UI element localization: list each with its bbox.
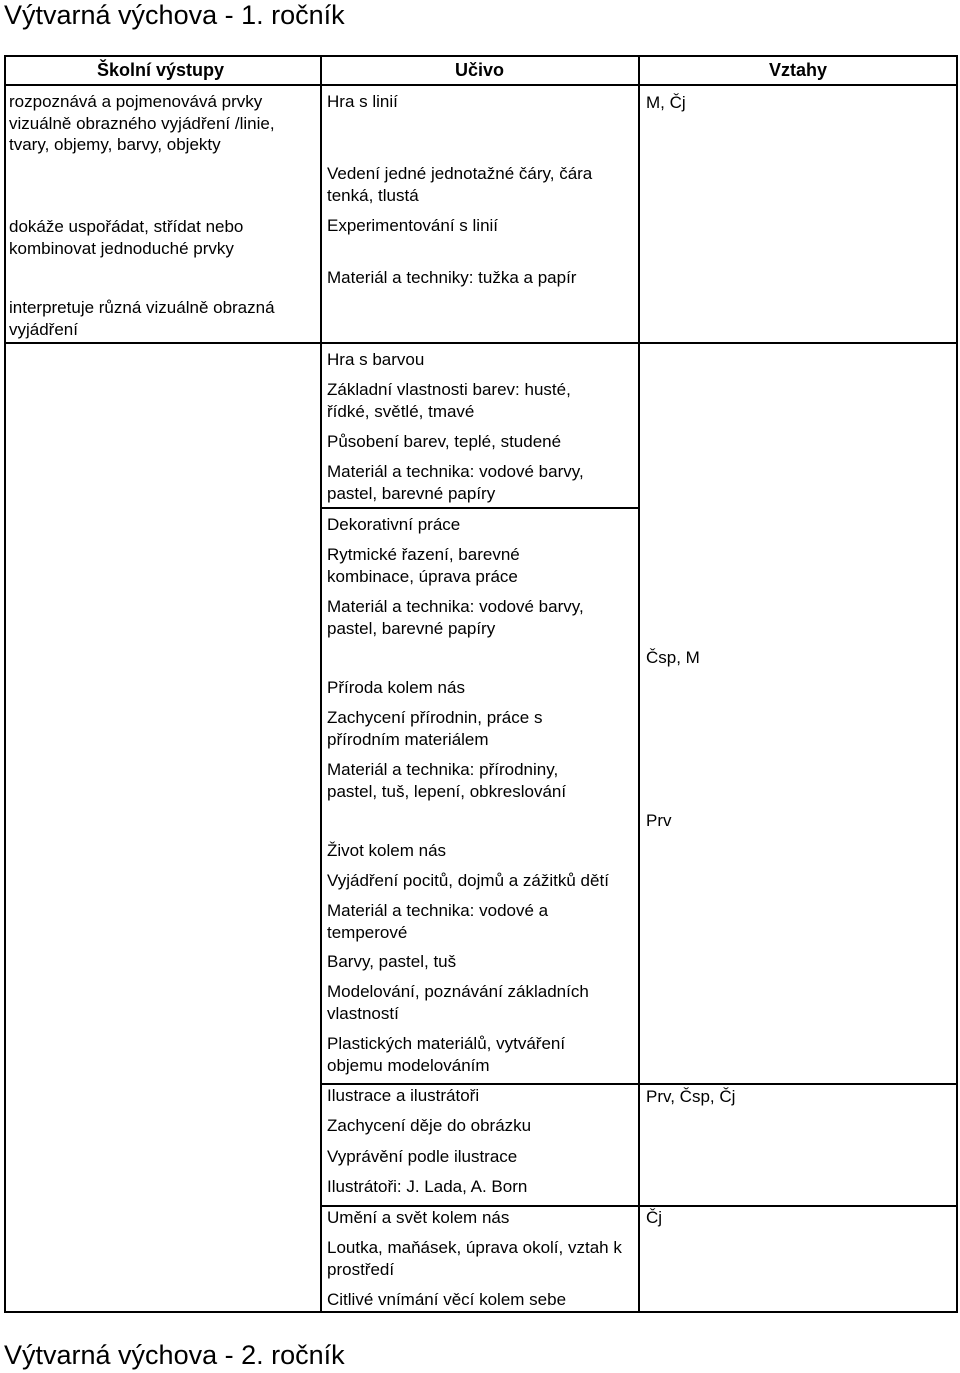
relation-text: Čj: [646, 1208, 663, 1227]
curriculum-item: Rytmické řazení, barevné kombinace, úprava práce: [327, 545, 520, 586]
curriculum-item: Život kolem nás: [327, 841, 447, 860]
curriculum-item: Loutka, maňásek, úprava okolí, vztah k prostředí: [327, 1238, 622, 1279]
table-divider: [638, 55, 640, 1313]
curriculum-item: Hra s barvou: [327, 350, 425, 369]
curriculum-item: Základní vlastnosti barev: husté, řídké, světlé, tmavé: [327, 380, 571, 421]
curriculum-item: Experimentování s linií: [327, 216, 499, 235]
column-header-outputs: Školní výstupy: [97, 60, 225, 80]
curriculum-item: Plastických materiálů, vytváření objemu modelováním: [327, 1034, 566, 1075]
curriculum-item: Příroda kolem nás: [327, 678, 465, 697]
curriculum-item: Zachycení přírodnin, práce s přírodním materiálem: [327, 708, 543, 749]
output-text: rozpoznává a pojmenovává prvky vizuálně obrazného vyjádření /linie, tvary, objemy, barvy, objekty: [9, 92, 275, 154]
column-header-relations: Vztahy: [769, 60, 828, 80]
curriculum-item: Umění a svět kolem nás: [327, 1208, 510, 1227]
curriculum-item: Barvy, pastel, tuš: [327, 952, 457, 971]
curriculum-item: Materiál a technika: vodové barvy, pastel, barevné papíry: [327, 462, 584, 503]
curriculum-item: Dekorativní práce: [327, 515, 461, 534]
section-title: Výtvarná výchova - 2. ročník: [4, 1340, 345, 1370]
curriculum-item: Materiál a techniky: tužka a papír: [327, 268, 577, 287]
page-title: Výtvarná výchova - 1. ročník: [4, 0, 345, 30]
curriculum-item: Materiál a technika: přírodniny, pastel, tuš, lepení, obkreslování: [327, 760, 567, 801]
curriculum-item: Vyprávění podle ilustrace: [327, 1147, 518, 1166]
curriculum-item: Zachycení děje do obrázku: [327, 1116, 532, 1135]
output-text: interpretuje různá vizuálně obrazná vyjádření: [9, 298, 275, 339]
table-divider: [4, 84, 958, 86]
curriculum-item: Modelování, poznávání základních vlastností: [327, 982, 589, 1023]
curriculum-item: Vyjádření pocitů, dojmů a zážitků dětí: [327, 871, 609, 890]
curriculum-item: Materiál a technika: vodové barvy, pastel, barevné papíry: [327, 597, 584, 638]
curriculum-item: Hra s linií: [327, 92, 398, 111]
relation-text: Prv: [646, 811, 672, 830]
table-divider: [4, 342, 958, 344]
curriculum-item: Vedení jedné jednotažné čáry, čára tenká, tlustá: [327, 164, 593, 205]
curriculum-item: Ilustrátoři: J. Lada, A. Born: [327, 1177, 528, 1196]
table-divider: [320, 507, 640, 509]
relation-text: Čsp, M: [646, 648, 700, 667]
column-header-curriculum: Učivo: [455, 60, 505, 80]
output-text: dokáže uspořádat, střídat nebo kombinovat jednoduché prvky: [9, 217, 244, 258]
relation-text: M, Čj: [646, 93, 686, 112]
curriculum-item: Ilustrace a ilustrátoři: [327, 1086, 480, 1105]
relation-text: Prv, Čsp, Čj: [646, 1087, 736, 1106]
curriculum-item: Materiál a technika: vodové a temperové: [327, 901, 549, 942]
table-divider: [320, 55, 322, 1313]
curriculum-item: Působení barev, teplé, studené: [327, 432, 562, 451]
curriculum-item: Citlivé vnímání věcí kolem sebe: [327, 1290, 567, 1309]
